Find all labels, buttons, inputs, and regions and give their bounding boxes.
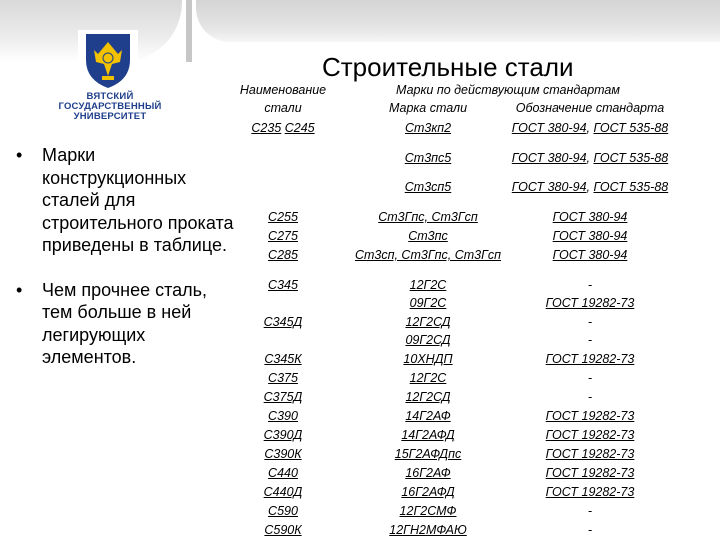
separator: , (586, 180, 594, 194)
table-cell-standard: - (587, 523, 593, 537)
table-cell-standard (512, 180, 668, 195)
table-cell-standard: - (587, 315, 593, 329)
university-name (40, 92, 180, 122)
standard-link[interactable]: ГОСТ 535-88 (593, 121, 669, 135)
table-cell-grade[interactable]: Ст3пс (408, 229, 448, 243)
table-cell-grade[interactable]: 12Г2С (409, 278, 447, 292)
table-cell-grade[interactable]: Ст3кп2 (404, 121, 452, 135)
table-cell-name[interactable]: С285 (268, 248, 298, 262)
bullet-item (16, 279, 238, 369)
table-cell-standard[interactable]: ГОСТ 19282-73 (545, 409, 635, 423)
table-cell-name[interactable]: С375Д (263, 390, 303, 404)
bullet-text: Чем прочнее сталь, тем больше в ней легирующих элементов. (42, 279, 208, 367)
header-group: Марки по действующим стандартам (396, 83, 620, 97)
table-cell-grade[interactable]: 10ХНДП (403, 352, 453, 366)
table-cell-standard[interactable]: ГОСТ 19282-73 (545, 485, 635, 499)
table-cell-name[interactable]: С345 (268, 278, 298, 292)
table-cell-standard[interactable]: ГОСТ 19282-73 (545, 466, 635, 480)
bullet-dot-icon: • (16, 145, 23, 165)
header-decoration-right (196, 0, 720, 42)
table-cell-standard[interactable]: ГОСТ 380-94 (552, 248, 628, 262)
standard-link[interactable]: ГОСТ 380-94 (511, 151, 587, 165)
bullet-dot-icon: • (16, 279, 23, 300)
table-cell-grade[interactable]: Ст3Гпс, Ст3Гсп (378, 210, 478, 224)
steel-name-link[interactable]: С245 (284, 121, 315, 135)
table-cell-standard (512, 121, 668, 136)
table-cell-name[interactable]: С345К (264, 352, 302, 366)
table-cell-standard[interactable]: ГОСТ 19282-73 (545, 296, 635, 310)
table-cell-name[interactable]: С390 (268, 409, 298, 423)
bullet-list (16, 144, 238, 391)
standard-link[interactable]: ГОСТ 380-94 (511, 121, 587, 135)
standard-link[interactable]: ГОСТ 535-88 (593, 151, 669, 165)
table-cell-name[interactable]: С440 (268, 466, 298, 480)
table-cell-grade[interactable]: 15Г2АФДпс (394, 447, 462, 461)
university-name-line: ВЯТСКИЙ (86, 91, 134, 102)
table-cell-grade[interactable]: Ст3пс5 (404, 151, 452, 165)
table-cell-standard: - (587, 278, 593, 292)
table-cell-standard[interactable]: ГОСТ 19282-73 (545, 428, 635, 442)
table-cell-name (251, 121, 314, 136)
table-cell-grade[interactable]: 14Г2АФД (401, 428, 455, 442)
table-cell-standard[interactable]: ГОСТ 19282-73 (545, 447, 635, 461)
table-cell-grade[interactable]: 16Г2АФ (405, 466, 451, 480)
page-title: Строительные стали (322, 52, 574, 82)
table-cell-grade[interactable]: 09Г2С (409, 296, 447, 310)
table-cell-name[interactable]: С590 (268, 504, 298, 518)
university-name-line: УНИВЕРСИТЕТ (73, 111, 147, 122)
header-name-line: стали (264, 101, 302, 115)
header-grade: Марка стали (388, 101, 468, 115)
table-cell-grade[interactable]: Ст3сп, Ст3Гпс, Ст3Гсп (354, 248, 502, 262)
table-cell-grade[interactable]: 12Г2СМФ (399, 504, 457, 518)
header-name-line: Наименование (239, 83, 327, 97)
table-cell-name[interactable]: С345Д (263, 315, 303, 329)
table-cell-grade[interactable]: 16Г2АФД (401, 485, 455, 499)
table-cell-grade[interactable]: 12Г2С (409, 371, 447, 385)
table-cell-grade[interactable]: 09Г2СД (405, 333, 451, 347)
table-cell-standard: - (587, 504, 593, 518)
table-cell-standard[interactable]: ГОСТ 19282-73 (545, 352, 635, 366)
bullet-item (16, 144, 238, 257)
table-cell-standard: - (587, 371, 593, 385)
table-cell-grade[interactable]: 12Г2СД (405, 390, 451, 404)
table-cell-name[interactable]: С390К (264, 447, 302, 461)
table-cell-grade[interactable]: 12Г2СД (405, 315, 451, 329)
bullet-text: Марки конструкционных сталей для строительного проката приведены в таблице. (42, 145, 234, 255)
table-cell-name[interactable]: С590К (264, 523, 302, 537)
university-crest-icon (78, 30, 138, 92)
table-cell-grade[interactable]: 12ГН2МФАЮ (389, 523, 467, 537)
header-divider-stripe (186, 0, 192, 62)
separator: , (586, 151, 594, 165)
table-cell-name[interactable]: С275 (268, 229, 298, 243)
table-cell-name[interactable]: С375 (268, 371, 298, 385)
table-cell-standard: - (587, 390, 593, 404)
standard-link[interactable]: ГОСТ 535-88 (593, 180, 669, 194)
separator: , (586, 121, 594, 135)
table-cell-name[interactable]: С390Д (263, 428, 303, 442)
steel-name-link[interactable]: С235 (251, 121, 282, 135)
header-standard: Обозначение стандарта (515, 101, 665, 115)
standard-link[interactable]: ГОСТ 380-94 (511, 180, 587, 194)
table-cell-name[interactable]: С255 (268, 210, 298, 224)
university-name-line: ГОСУДАРСТВЕННЫЙ (58, 101, 162, 112)
table-cell-standard (512, 151, 668, 166)
table-cell-standard[interactable]: ГОСТ 380-94 (552, 210, 628, 224)
table-cell-name[interactable]: С440Д (263, 485, 303, 499)
table-cell-grade[interactable]: 14Г2АФ (405, 409, 451, 423)
table-cell-standard[interactable]: ГОСТ 380-94 (552, 229, 628, 243)
table-cell-standard: - (587, 333, 593, 347)
table-cell-grade[interactable]: Ст3сп5 (404, 180, 452, 194)
